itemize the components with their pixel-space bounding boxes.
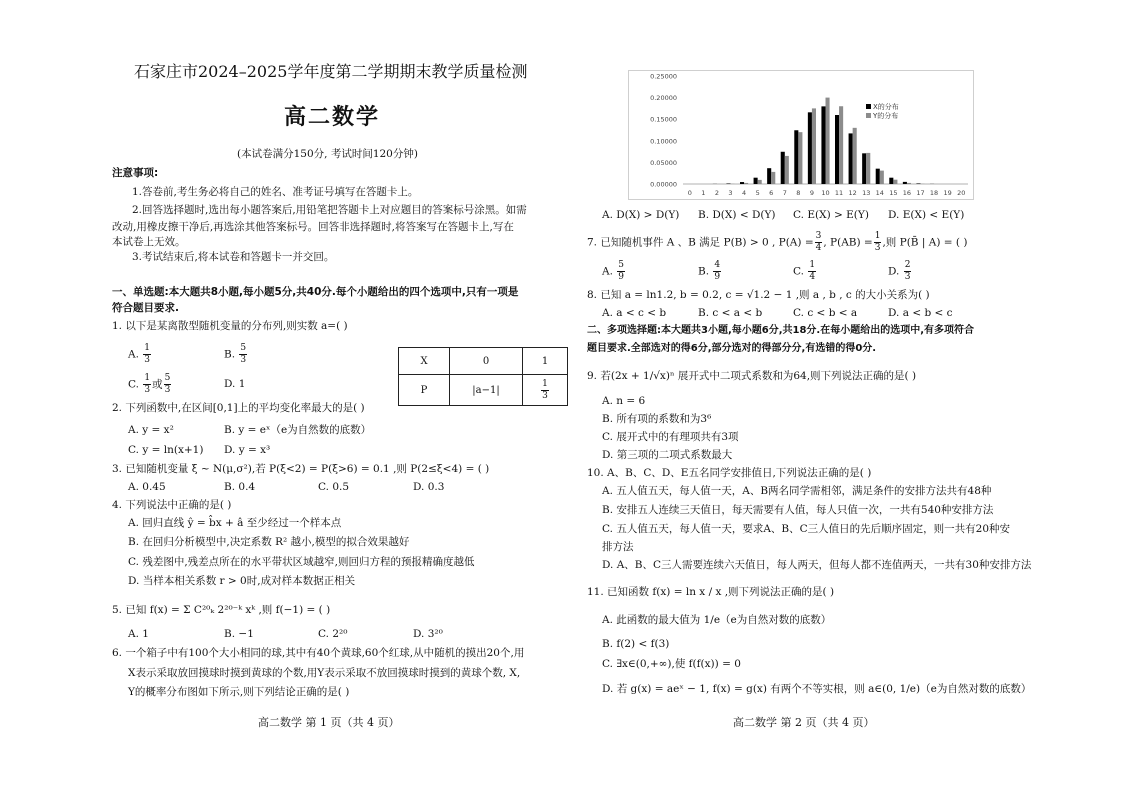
section1-heading: 符合题目要求. [112,302,179,314]
x-tick-label: 17 [916,189,925,197]
bar [889,178,893,184]
q7-option-a: A. $\frac{5}{9}$ [602,260,624,282]
q6-option-b: B. D(X) < D(Y) [698,209,776,221]
notice-line: 3.考试结束后,将本试卷和答题卡一并交回。 [132,251,335,263]
bar [740,182,744,184]
q6-option-c: C. E(X) > E(Y) [793,209,869,221]
subject-title: 高二数学 [284,104,381,130]
q5-option-a: A. 1 [128,628,149,640]
bar [866,153,870,184]
q6-option-d: D. E(X) < E(Y) [888,209,965,221]
q9-option-a: A. n = 6 [602,395,646,407]
q9-option-d: D. 第三项的二项式系数最大 [602,449,733,461]
q11-option-d: D. 若 g(x) = aeˣ − 1, f(x) = g(x) 有两个不等实根，则 a∈(0, 1/e)（e为自然对数的底数） [602,683,1032,695]
q8-option-d: D. a < b < c [888,307,953,319]
q8-option-a: A. a < c < b [602,307,667,319]
section1-heading: 一、单选题:本大题共8小题,每小题5分,共40分.每个小题给出的四个选项中,只有一项是 [112,286,519,298]
bar [726,183,730,184]
bar [744,183,748,184]
q5-option-b: B. −1 [224,628,254,640]
legend-swatch [866,113,871,118]
legend-label: Y的分布 [873,112,899,120]
q6-option-a: A. D(X) > D(Y) [602,209,680,221]
bar [876,169,880,184]
table-cell: 1 [523,348,568,375]
question-1-stem: 1. 以下是某离散型随机变量的分布列,则实数 a=( ) [112,320,348,332]
bar [907,183,911,184]
bar [835,115,839,184]
x-tick-label: 20 [957,189,966,197]
section2-heading: 题目要求.全部选对的得6分,部分选对的得部分分,有选错的得0分. [587,343,877,354]
x-tick-label: 9 [809,189,814,197]
bar [767,168,771,184]
x-tick-label: 11 [834,189,844,197]
notice-heading: 注意事项: [112,167,159,179]
x-tick-label: 14 [875,189,884,197]
q10-option-b: B. 安排五人连续三天值日，每天需要有人值，每人只值一次，一共有540种安排方法 [602,504,994,516]
x-tick-label: 15 [889,189,898,197]
x-tick-label: 3 [728,189,733,197]
x-tick-label: 2 [714,189,719,197]
q11-option-a: A. 此函数的最大值为 1/e（e为自然对数的底数） [602,614,832,626]
question-7-stem: 7. 已知随机事件 A 、B 满足 P(B) > 0 , P(A) = $\frac{3}{4}$ , P(AB) = $\frac{1}{3}$ ,则 P(B̄ | A) = ( ) [587,231,968,253]
bar [849,133,853,184]
notice-line: 改动,用橡皮擦干净后,再选涂其他答案标号。回答非选择题时,将答案写在答题卡上,写在 [112,221,514,233]
bar [821,106,825,184]
x-tick-label: 6 [769,189,774,197]
question-8-stem: 8. 已知 a = ln1.2, b = 0.2, c = √1.2 − 1 ,则 a , b , c 的大小关系为( ) [587,289,930,301]
legend-label: X的分布 [873,103,899,111]
x-tick-label: 7 [782,189,787,197]
table-cell: X [399,348,450,375]
q5-option-d: D. 3²⁰ [413,628,443,640]
distribution-table [398,347,568,406]
bar [839,106,843,184]
q8-option-b: B. c < a < b [698,307,763,319]
q2-option-c: C. y = ln(x+1) [128,444,204,456]
table-cell: P [399,375,450,406]
table-cell: 0 [450,348,523,375]
q11-option-c: C. ∃x∈(0,+∞),使 f(f(x)) = 0 [602,658,741,670]
q8-option-c: C. c < b < a [793,307,858,319]
x-tick-label: 8 [796,189,801,197]
q10-option-a: A. 五人值五天，每人值一天，A、B两名同学需相邻，满足条件的安排方法共有48种 [602,485,992,497]
q9-option-b: B. 所有项的系数和为3⁶ [602,413,712,425]
q3-option-c: C. 0.5 [318,481,350,493]
q11-option-b: B. f(2) < f(3) [602,638,670,650]
bar [812,108,816,184]
y-tick-label: 0.25000 [650,72,677,81]
q7-option-c: C. $\frac{1}{4}$ [793,260,816,282]
y-tick-label: 0.15000 [650,115,677,124]
q1-option-b: B. $\frac{5}{3}$ [224,343,247,365]
bar [758,180,762,184]
bar [754,178,758,184]
q4-option-b: B. 在回归分析模型中,决定系数 R² 越小,模型的拟合效果越好 [128,536,410,548]
bar [794,130,798,184]
footer-left: 高二数学 第 1 页（共 4 页） [258,716,400,729]
q1-option-c: C. $\frac{1}{3}$ 或 $\frac{5}{3}$ [128,373,171,395]
notice-line: 2.回答选择题时,选出每小题答案后,用铅笔把答题卡上对应题目的答案标号涂黑。如需 [132,204,527,216]
q4-option-c: C. 残差图中,残差点所在的水平带状区域越窄,则回归方程的预报精确度越低 [128,556,475,568]
question-4-stem: 4. 下列说法中正确的是( ) [112,499,232,511]
question-2-stem: 2. 下列函数中,在区间[0,1]上的平均变化率最大的是( ) [112,402,365,414]
q1-option-d: D. 1 [224,378,246,390]
notice-line: 1.答卷前,考生务必将自己的姓名、准考证号填写在答题卡上。 [132,186,419,198]
bar [808,112,812,184]
table-cell: |a−1| [450,375,523,406]
bar [826,98,830,184]
x-tick-label: 1 [701,189,706,197]
bar [853,128,857,184]
y-tick-label: 0.00000 [650,180,677,189]
x-tick-label: 10 [821,189,830,197]
q2-option-a: A. y = x² [128,424,174,436]
q9-option-c: C. 展开式中的有理项共有3项 [602,431,739,443]
question-6-stem: 6. 一个箱子中有100个大小相同的球,其中有40个黄球,60个红球,从中随机的摸出20个,用 [112,647,525,659]
exam-info: (本试卷满分150分, 考试时间120分钟) [237,148,418,160]
question-6-stem: Y的概率分布图如下所示,则下列结论正确的是( ) [128,686,350,698]
question-10-stem: 10. A、B、C、D、E五名同学安排值日,下列说法正确的是( ) [587,467,872,479]
x-tick-label: 5 [755,189,760,197]
distribution-chart [628,70,974,200]
x-tick-label: 18 [929,189,939,197]
x-tick-label: 13 [862,189,871,197]
q4-option-d: D. 当样本相关系数 r > 0时,成对样本数据正相关 [128,575,356,587]
x-tick-label: 0 [687,189,692,197]
question-5-stem: 5. 已知 f(x) = Σ C²⁰ₖ 2²⁰⁻ᵏ xᵏ ,则 f(−1) = ( ) [112,604,331,616]
bar [781,152,785,184]
bar [771,172,775,184]
q10-option-c: C. 五人值五天，每人值一天，要求A、B、C三人值日的先后顺序固定，则一共有20种安 [602,523,1011,535]
notice-line: 本试卷上无效。 [112,236,186,248]
y-tick-label: 0.05000 [650,158,677,167]
footer-right: 高二数学 第 2 页（共 4 页） [733,716,875,729]
q10-option-d: D. A、B、C三人需要连续六天值日，每人两天，但每人都不连值两天，一共有30种安排方法 [602,559,1032,571]
q4-option-a: A. 回归直线 ŷ = b̂x + â 至少经过一个样本点 [128,517,342,529]
question-9-stem: 9. 若(2x + 1/√x)ⁿ 展开式中二项式系数和为64,则下列说法正确的是( ) [587,370,917,382]
x-tick-label: 12 [848,189,857,197]
bar [862,153,866,184]
exam-title: 石家庄市2024–2025学年度第二学期期末教学质量检测 [134,62,528,81]
q2-option-b: B. y = eˣ（e为自然数的底数） [224,424,372,436]
question-3-stem: 3. 已知随机变量 ξ ~ N(μ,σ²),若 P(ξ<2) = P(ξ>6) = 0.1 ,则 P(2≤ξ<4) = ( ) [112,463,490,475]
bar [785,156,789,184]
bar [903,182,907,184]
x-tick-label: 16 [902,189,912,197]
x-tick-label: 19 [943,189,952,197]
y-tick-label: 0.10000 [650,137,677,146]
q7-option-d: D. $\frac{2}{3}$ [888,260,911,282]
y-tick-label: 0.20000 [650,94,677,103]
question-11-stem: 11. 已知函数 f(x) = ln x / x ,则下列说法正确的是( ) [587,586,835,598]
q5-option-c: C. 2²⁰ [318,628,348,640]
q3-option-d: D. 0.3 [413,481,445,493]
q7-option-b: B. $\frac{4}{9}$ [698,260,721,282]
legend-swatch [866,104,871,109]
x-tick-label: 4 [742,189,747,197]
table-cell: $\frac{1}{3}$ [523,375,568,406]
bar [798,132,802,184]
q10-option-c: 排方法 [602,541,634,553]
bar [880,171,884,184]
question-6-stem: X表示采取放回摸球时摸到黄球的个数,用Y表示采取不放回摸球时摸到的黄球个数, X, [128,667,521,679]
q3-option-b: B. 0.4 [224,481,256,493]
q3-option-a: A. 0.45 [128,481,166,493]
q2-option-d: D. y = x³ [224,444,271,456]
bar [916,183,920,184]
bar [893,180,897,184]
section2-heading: 二、多项选择题:本大题共3小题,每小题6分,共18分.在每小题给出的选项中,有多项符合 [587,325,975,336]
q1-option-a: A. $\frac{1}{3}$ [128,343,150,365]
